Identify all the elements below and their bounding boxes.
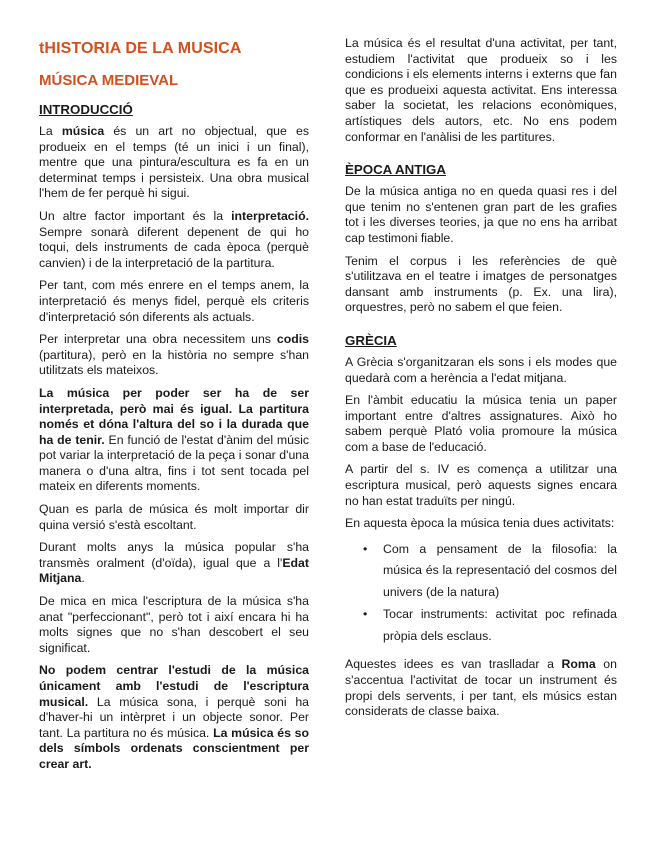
paragraph: Quan es parla de música és molt importar dir quina versió s'està escoltant. — [39, 502, 309, 532]
paragraph: Per interpretar una obra necessitem uns codis (partitura), però en la història no sempre s'han utilitzats els mateixos. — [39, 332, 309, 378]
paragraph: La música és un art no objectual, que es produeix en el temps (té un inici i un final), mentre que una pintura/escultura es fa en un determinat temps i persisteix. Una obra musical l'hem de fer perquè hi sigui. — [39, 124, 309, 201]
paragraph: Durant molts anys la música popular s'ha transmès oralment (d'oïda), igual que a l'Edat Mitjana. — [39, 540, 309, 586]
paragraph: La música és el resultat d'una activitat, per tant, estudiem l'activitat que produeix so i les condicions i els elements interns i externs que fan que es produeixi aquesta activitat. Ens interessa saber la societat, les relacions econòmiques, artístiques dels autors, etc. No ens podem conformar en l'anàlisi de les partitures. — [345, 36, 617, 144]
paragraph: Aquestes idees es van traslladar a Roma on s'accentua l'activitat de tocar un instrument és propi dels servents, i per tant, els músics estan considerats de classe baixa. — [345, 657, 617, 719]
paragraph: En aquesta època la música tenia dues activitats: — [345, 516, 615, 531]
paragraph: Un altre factor important és la interpretació. Sempre sonarà diferent depenent de qui ho toqui, dels instruments de cada època (perquè canvien) i de la interpretació de la partitura. — [39, 208, 309, 270]
paragraph: Tenim el corpus i les referències de què s'utilitzava en el teatre i imatges de personatges dansant amb instruments (p. Ex. una lira), orquestres, però no sabem el que feien. — [345, 253, 617, 315]
paragraph: La música per poder ser ha de ser interpretada, però mai és igual. La partitura només et dóna l'altura del so i la durada que ha de tenir. En funció de l'estat d'ànim del músic pot variar la interpretació de la peça i sonar d'una manera o d'una altra, fins i tot sent tocada pel mateix en diferents moments. — [39, 385, 309, 494]
bullet-list — [345, 539, 617, 648]
left-column — [39, 36, 309, 780]
paragraph: No podem centrar l'estudi de la música únicament amb l'estudi de l'escriptura musical. La música sona, i perquè soni ha d'haver-hi un intèrpret i un objecte sonor. Per tant. La partitura no és música. La música és so dels símbols ordenats conscientment per crear art. — [39, 663, 309, 771]
paragraph: En l'àmbit educatiu la música tenia un paper important entre d'altres assignatures. Això ho sabem perquè Plató volia promoure la música com a base de l'educació. — [345, 393, 617, 454]
list-item: • Tocar instruments: activitat poc refinada pròpia dels esclaus. — [383, 604, 617, 647]
section-heading-grecia: GRÈCIA — [345, 332, 397, 348]
paragraph: A partir del s. IV es comença a utilitzar una escriptura musical, però aquests signes encara no han estat traduïts per ningú. — [345, 462, 617, 508]
right-column — [345, 36, 617, 727]
paragraph: De mica en mica l'escriptura de la música s'ha anat "perfeccionant", però tot i així encara hi ha molts signes que no s'han descobert el seu significat. — [39, 594, 309, 655]
paragraph: A Grècia s'organitzaran els sons i els modes que quedarà com a herència a l'edat mitjana. — [345, 354, 617, 385]
paragraph: De la música antiga no en queda quasi res i del que tenim no s'entenen gran part de les grafies tot i les diverses teories, ja que no ens ha arribat cap testimoni fiable. — [345, 184, 617, 245]
document-subtitle: MÚSICA MEDIEVAL — [39, 72, 179, 89]
list-item: • Com a pensament de la filosofia: la música és la representació del cosmos del univers (de la natura) — [383, 539, 617, 604]
section-heading-epoca-antiga: ÈPOCA ANTIGA — [345, 162, 446, 178]
section-heading-introduccio: INTRODUCCIÓ — [39, 102, 133, 117]
document-title: tHISTORIA DE LA MUSICA — [39, 40, 242, 57]
paragraph: Per tant, com més enrere en el temps anem, la interpretació és menys fidel, perquè els criteris d'interpretació són diferents als actuals. — [39, 278, 309, 324]
